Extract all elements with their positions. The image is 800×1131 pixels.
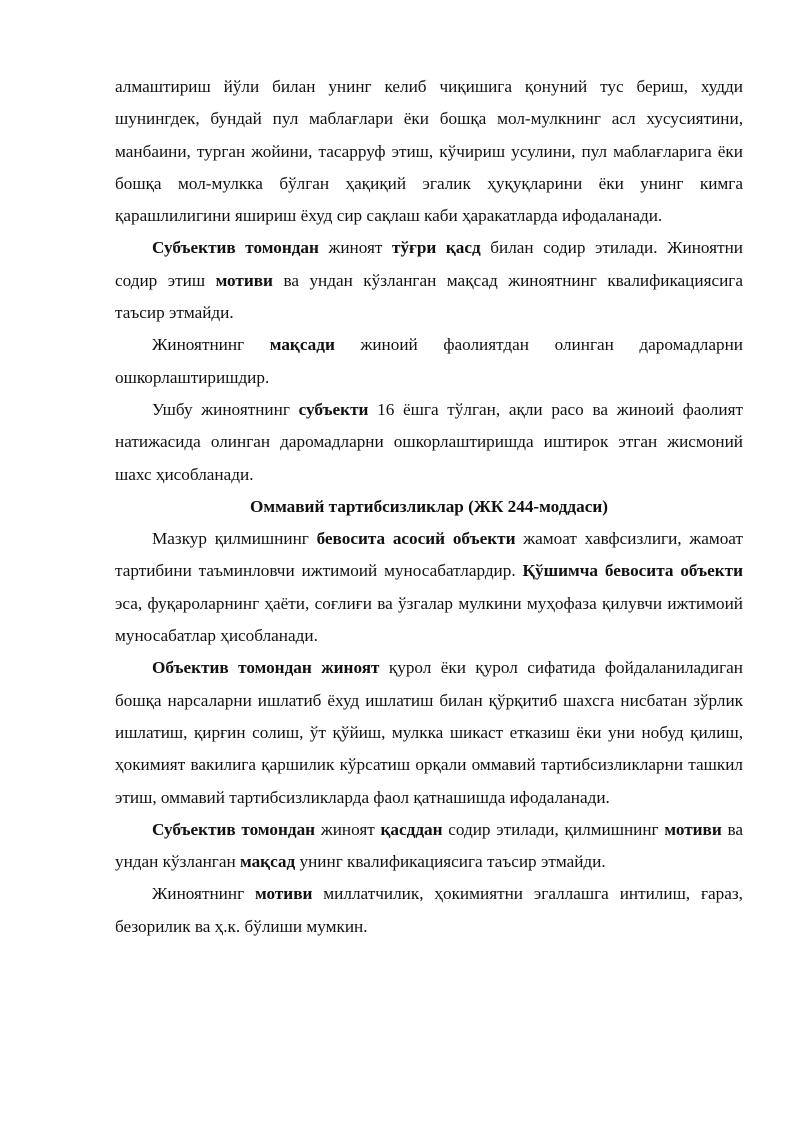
paragraph-text: эса, фуқароларнинг ҳаёти, соғлиғи ва ўзгалар мулкини муҳофаза қилувчи ижтимоий муносабатлар ҳисобланади. — [115, 593, 743, 646]
bold-term: бевосита асосий объекти — [316, 529, 516, 549]
paragraph-6 — [115, 652, 743, 813]
paragraph-text: Мазкур қилмишнинг — [152, 529, 317, 549]
paragraph-text: билан содир этилади. Жиноятни содир этиш — [115, 238, 743, 290]
paragraph-text: ва ундан кўзланган мақсад жиноятнинг квалификациясига таъсир этмайди. — [115, 270, 743, 323]
paragraph-4 — [115, 394, 743, 491]
paragraph-7 — [115, 814, 743, 879]
paragraph-text: қурол ёки қурол сифатида фойдаланиладиган бошқа нарсаларни ишлатиб ёхуд ишлатиш билан қўрқитиб шахсга нисбатан зўрлик ишлатиш, қирғин солиш, ўт қўйиш, мулкка шикаст етказиш ёки уни нобуд қилиш, ҳокимият вакилига қаршилик кўрсатиш орқали оммавий тартибсизликларни ташкил этиш, оммавий тартибсизликларда фаол қатнашишда ифодаланади. — [115, 658, 743, 807]
bold-term: мотиви — [664, 819, 722, 839]
paragraph-1 — [115, 71, 743, 232]
paragraph-text: ва ундан кўзланган — [115, 819, 743, 872]
section-heading: Оммавий тартибсизликлар (ЖК 244-моддаси) — [250, 496, 608, 516]
bold-term: Объектив томондан жиноят — [152, 658, 380, 678]
bold-term: субъекти — [298, 399, 369, 419]
bold-term: Субъектив томондан — [152, 819, 316, 839]
paragraph-8 — [115, 878, 743, 943]
paragraph-5 — [115, 523, 743, 652]
paragraph-2 — [115, 232, 743, 329]
paragraph-text: алмаштириш йўли билан унинг келиб чиқишига қонуний тус бериш, худди шунингдек, бундай пул маблағлари ёки бошқа мол-мулкнинг асл хусусиятини, манбаини, турган жойини, тасарруф этиш, кўчириш усулини, пул маблағларига ёки бошқа мол-мулкка бўлган ҳақиқий эгалик ҳуқуқларини ёки унинг кимга қарашлилигини яшириш ёхуд сир сақлаш каби ҳаракатларда ифодаланади. — [115, 77, 743, 226]
bold-term: мотиви — [255, 884, 313, 904]
document-page — [115, 71, 743, 943]
bold-term: мотиви — [215, 270, 273, 290]
bold-term: Қўшимча бевосита объекти — [522, 561, 743, 581]
bold-term: мақсад — [239, 852, 296, 872]
paragraph-text: жиноят — [315, 819, 381, 839]
bold-term: тўғри қасд — [392, 238, 481, 258]
paragraph-text: Жиноятнинг — [152, 335, 270, 355]
paragraph-text: жиноят — [318, 238, 393, 258]
bold-term: мақсади — [269, 335, 335, 355]
paragraph-text: унинг квалификациясига таъсир этмайди. — [295, 852, 606, 872]
paragraph-text: содир этилади, қилмишнинг — [442, 819, 665, 839]
paragraph-text: Ушбу жиноятнинг — [152, 399, 299, 419]
paragraph-text: миллатчилик, ҳокимиятни эгаллашга интилиш, ғараз, безорилик ва ҳ.к. бўлиши мумкин. — [115, 884, 743, 936]
bold-term: қасддан — [380, 819, 443, 839]
paragraph-text: 16 ёшга тўлган, ақли расо ва жиноий фаолият натижасида олинган даромадларни ошкорлаштиришда иштирок этган жисмоний шахс ҳисобланади. — [115, 399, 743, 484]
paragraph-3 — [115, 329, 743, 394]
paragraph-text: Жиноятнинг — [152, 884, 256, 904]
paragraph-text: жамоат хавфсизлиги, жамоат тартибини таъминловчи ижтимоий муносабатлардир. — [115, 529, 743, 581]
bold-term: Субъектив томондан — [152, 238, 319, 258]
paragraph-text: жиноий фаолиятдан олинган даромадларни ошкорлаштиришдир. — [115, 335, 743, 387]
